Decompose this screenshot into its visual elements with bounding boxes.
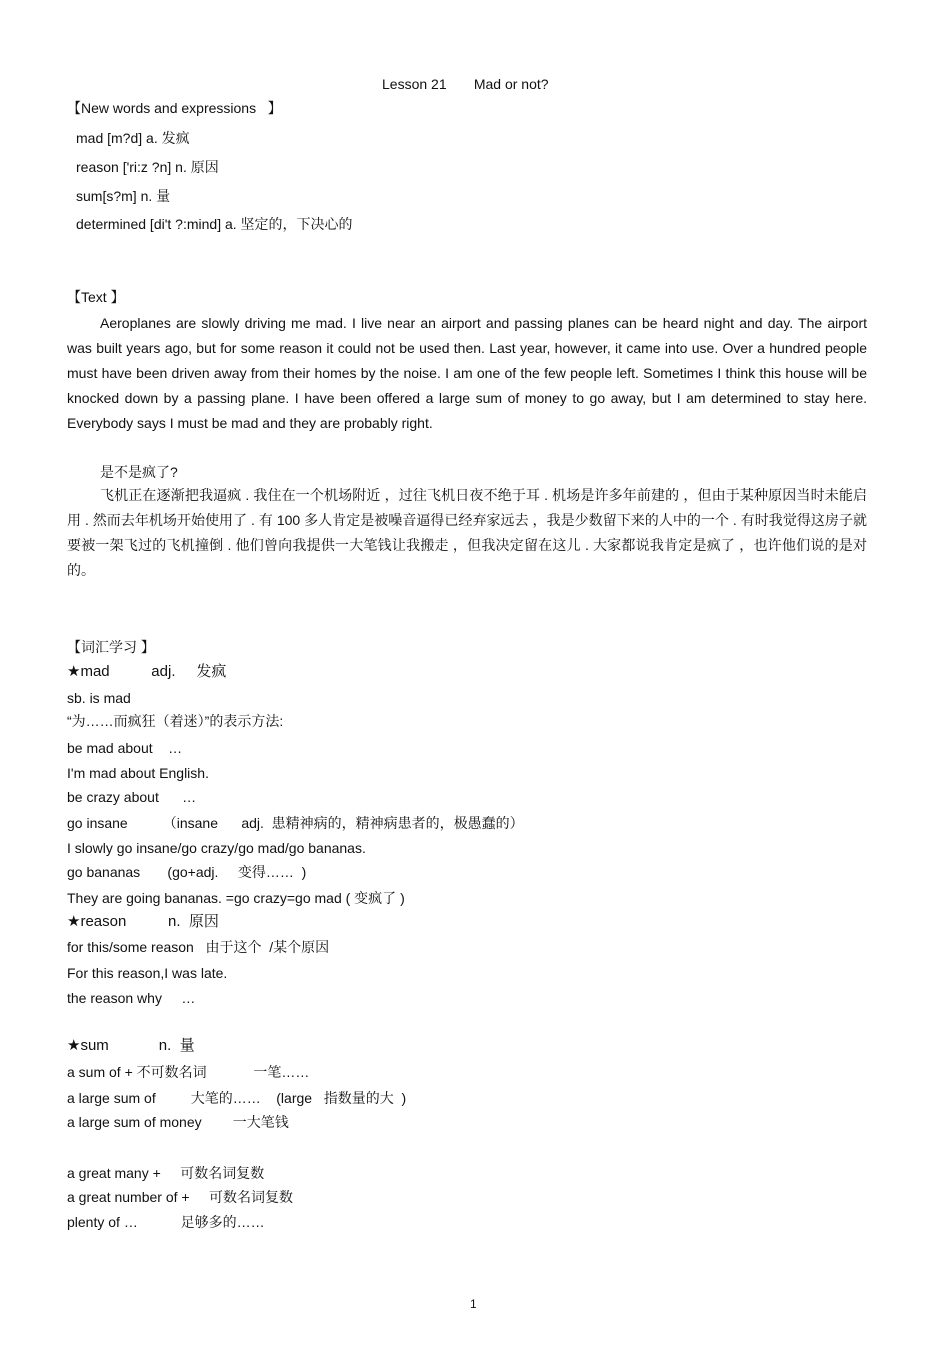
vocab-line: for this/some reason 由于这个 /某个原因 <box>67 939 330 955</box>
vocab-line: “为……而疯狂（着迷）”的表示方法: <box>67 713 284 729</box>
chinese-title: 是不是疯了? <box>100 464 178 480</box>
vocab-line: For this reason,I was late. <box>67 965 228 981</box>
vocab-line: They are going bananas. =go crazy=go mad ( 变疯了 ) <box>67 890 405 906</box>
vocab-line: a large sum of 大笔的…… (large 指数量的大 ) <box>67 1090 407 1106</box>
vocab-line: plenty of … 足够多的…… <box>67 1214 265 1230</box>
word-item-mad: mad [m?d] a. 发疯 <box>76 130 190 146</box>
lesson-title: Lesson 21 Mad or not? <box>382 76 549 92</box>
vocab-line: a great number of + 可数名词复数 <box>67 1189 294 1205</box>
word-item-reason: reason ['ri:z ?n] n. 原因 <box>76 159 219 175</box>
vocab-line: the reason why … <box>67 990 196 1006</box>
vocab-line: I'm mad about English. <box>67 765 209 781</box>
vocab-line: go insane （insane adj. 患精神病的，精神病患者的，极愚蠢的） <box>67 815 524 831</box>
vocab-header: 【词汇学习 】 <box>67 639 155 655</box>
english-paragraph <box>67 311 867 436</box>
word-item-determined: determined [di't ?:mind] a. 坚定的，下决心的 <box>76 216 353 232</box>
vocab-line: I slowly go insane/go crazy/go mad/go bananas. <box>67 840 366 856</box>
word-item-sum: sum[s?m] n. 量 <box>76 188 171 204</box>
vocab-line: a large sum of money 一大笔钱 <box>67 1114 289 1130</box>
chinese-text: 飞机正在逐渐把我逼疯 . 我住在一个机场附近 ，过往飞机日夜不绝于耳 . 机场是许多年前建的 ，但由于某种原因当时未能启用 . 然而去年机场开始使用了 . 有 100 多人肯定是被噪音逼得已经弃家远去 ，我是少数留下来的人中的一个 . 有时我觉得这房子就要被一架飞过的飞机撞倒 . 他们曾向我提供一大笔钱让我搬走 ，但我决定留在这儿 . 大家都说我肯定是疯了 ，也许他们说的是对的。 <box>67 487 867 578</box>
text-section-header: 【Text 】 <box>67 289 125 305</box>
page-number: 1 <box>470 1297 477 1311</box>
vocab-line: a sum of + 不可数名词 一笔…… <box>67 1064 310 1080</box>
english-text: Aeroplanes are slowly driving me mad. I live near an airport and passing planes can be heard night and day. The airport was built years ago, but for some reason it could not be used then. Last year, however, it came into use. Over a hundred people must have been driven away from their homes by the noise. I am one of the few people left. Sometimes I think this house will be knocked down by a passing plane. I have been offered a large sum of money to go away, but I am determined to stay here. Everybody says I must be mad and they are probably right. <box>67 315 867 431</box>
vocab-line-mad: ★mad adj. 发疯 <box>67 663 227 680</box>
vocab-line: sb. is mad <box>67 690 131 706</box>
vocab-line-reason: ★reason n. 原因 <box>67 913 219 930</box>
vocab-line-sum: ★sum n. 量 <box>67 1037 195 1054</box>
vocab-line: a great many + 可数名词复数 <box>67 1165 265 1181</box>
vocab-line: be mad about … <box>67 740 183 756</box>
vocab-line: go bananas (go+adj. 变得…… ) <box>67 864 307 880</box>
vocab-line: be crazy about … <box>67 789 197 805</box>
chinese-paragraph <box>67 483 867 583</box>
new-words-header: 【New words and expressions 】 <box>67 100 282 116</box>
